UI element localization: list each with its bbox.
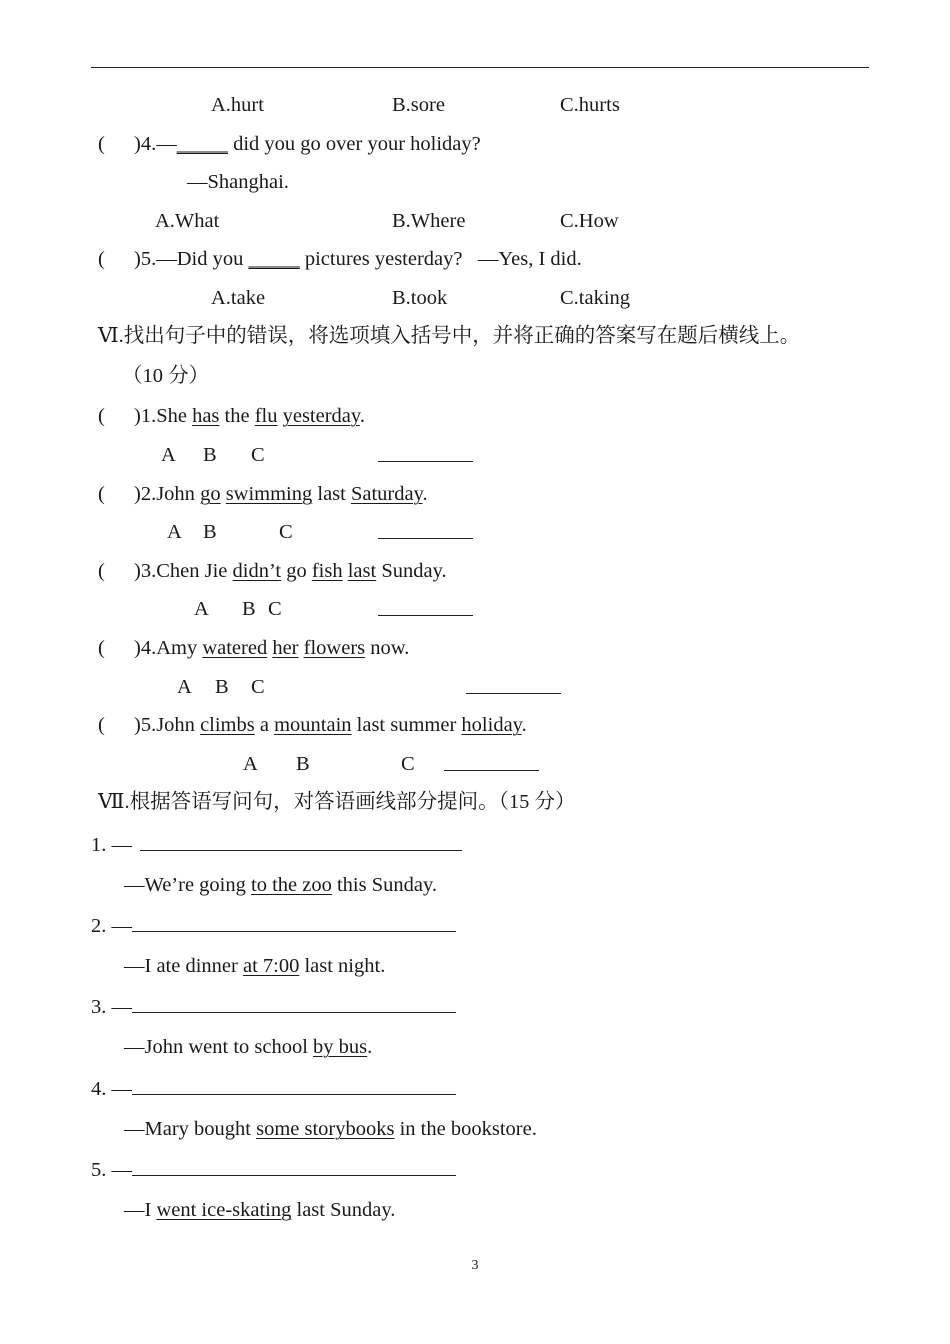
text: . [367, 1036, 373, 1058]
q5-blank: _____ [248, 248, 300, 270]
text: . [521, 714, 527, 736]
s6-q1-paren[interactable]: ( [98, 405, 105, 427]
s7-q3-number: 3. — [91, 996, 132, 1018]
s6-q5-letter-b: B [296, 753, 310, 775]
s6-q5-letter-a: A [243, 753, 258, 775]
text: . [422, 483, 428, 505]
underlined-a: didn’t [232, 560, 282, 582]
q4-option-c: C.How [560, 210, 619, 232]
underlined-c: holiday [461, 714, 522, 736]
underlined-b: her [272, 637, 299, 659]
s6-q2-letter-b: B [203, 521, 217, 543]
text: —We’re going [124, 874, 252, 896]
text: 1.She [140, 405, 193, 427]
section-6-score: （10 分） [122, 365, 210, 387]
paren-close: ) [134, 483, 141, 505]
s6-q3-answer-line[interactable] [378, 595, 473, 624]
s6-q4-letter-c: C [251, 676, 265, 698]
text: —John went to school [124, 1036, 314, 1058]
s7-q2-answer [124, 952, 385, 980]
s6-q3-letter-a: A [194, 598, 209, 620]
underlined-a: has [192, 405, 220, 427]
underlined-part: some storybooks [256, 1118, 395, 1140]
text: last summer [351, 714, 462, 736]
text: —Mary bought [124, 1118, 257, 1140]
underlined-a: go [200, 483, 221, 505]
text: last Sunday. [291, 1199, 396, 1221]
s7-q5-answer [124, 1196, 395, 1224]
text: Sunday. [376, 560, 447, 582]
text: 3.Chen Jie [140, 560, 233, 582]
s6-q2-sentence [134, 480, 428, 508]
s6-q1-letter-c: C [251, 444, 265, 466]
q5-question [134, 245, 582, 273]
underlined-part: by bus [313, 1036, 368, 1058]
underlined-c: last [347, 560, 377, 582]
underlined-c: flowers [303, 637, 366, 659]
q4-rest: did you go over your holiday? [227, 133, 481, 155]
s6-q3-sentence [134, 557, 447, 585]
underlined-c: Saturday [350, 483, 423, 505]
text: —I ate dinner [124, 955, 243, 977]
s6-q3-paren[interactable]: ( [98, 560, 105, 582]
underlined-b: flu [254, 405, 278, 427]
q4-answer: —Shanghai. [187, 171, 289, 193]
underlined-part: to the zoo [251, 874, 332, 896]
paren-close: ) [134, 405, 141, 427]
underlined-a: climbs [200, 714, 255, 736]
s7-q4-blank[interactable] [132, 1074, 456, 1095]
s6-q2-letter-a: A [167, 521, 182, 543]
text: a [254, 714, 275, 736]
q4-option-b: B.Where [392, 210, 466, 232]
s7-q1-answer [124, 871, 437, 899]
s6-q4-paren[interactable]: ( [98, 637, 105, 659]
text: go [281, 560, 312, 582]
s6-q4-sentence [134, 634, 409, 662]
q5-answer-paren[interactable]: ( [98, 248, 105, 270]
s6-q4-letter-b: B [215, 676, 229, 698]
q5-prefix: 5.—Did you [140, 248, 249, 270]
s7-q4-question [91, 1074, 456, 1103]
q4-prefix: 4.— [140, 133, 177, 155]
q4-answer-paren[interactable]: ( [98, 133, 105, 155]
s6-q3-letter-b: B [242, 598, 256, 620]
s6-q1-answer-line[interactable] [378, 441, 473, 470]
s6-q2-answer-line[interactable] [378, 518, 473, 547]
s6-q2-letter-c: C [279, 521, 293, 543]
s7-q4-answer [124, 1115, 537, 1143]
text: the [219, 405, 255, 427]
underlined-a: watered [202, 637, 268, 659]
s7-q2-question [91, 911, 456, 940]
paren-close: ) [134, 637, 141, 659]
s7-q3-answer [124, 1033, 372, 1061]
text: 2.John [140, 483, 201, 505]
paren-close: ) [134, 560, 141, 582]
s6-q5-letter-c: C [401, 753, 415, 775]
q5-option-a: A.take [211, 287, 266, 309]
s6-q4-answer-line[interactable] [466, 673, 561, 702]
s7-q4-number: 4. — [91, 1078, 132, 1100]
s7-q1-number: 1. — [91, 834, 132, 856]
text: last night. [299, 955, 386, 977]
s6-q1-sentence [134, 402, 365, 430]
s6-q5-answer-line[interactable] [444, 750, 539, 779]
text: now. [365, 637, 410, 659]
q4-option-a: A.What [155, 210, 220, 232]
q5-option-c: C.taking [560, 287, 631, 309]
s7-q3-question [91, 992, 456, 1021]
paren-close: ) [134, 714, 141, 736]
s6-q1-letter-a: A [161, 444, 176, 466]
s7-q1-blank[interactable] [140, 830, 462, 851]
s7-q2-blank[interactable] [132, 911, 456, 932]
q4-paren-close: ) [134, 133, 141, 155]
q5-rest: pictures yesterday? —Yes, I did. [299, 248, 582, 270]
q5-paren-close: ) [134, 248, 141, 270]
s6-q3-letter-c: C [268, 598, 282, 620]
s7-q2-number: 2. — [91, 915, 132, 937]
q3-option-b: B.sore [392, 94, 445, 116]
q5-option-b: B.took [392, 287, 448, 309]
q3-option-c: C.hurts [560, 94, 620, 116]
s6-q5-paren[interactable]: ( [98, 714, 105, 736]
s7-q5-number: 5. — [91, 1159, 132, 1181]
underlined-b: fish [311, 560, 343, 582]
s6-q4-letter-a: A [177, 676, 192, 698]
underlined-part: at 7:00 [242, 955, 300, 977]
q4-blank: _____ [176, 133, 228, 155]
s6-q1-letter-b: B [203, 444, 217, 466]
s7-q5-blank[interactable] [132, 1155, 456, 1176]
underlined-b: mountain [274, 714, 352, 736]
underlined-part: went ice-skating [156, 1199, 292, 1221]
underlined-c: yesterday [282, 405, 360, 427]
section-6-heading: Ⅵ.找出句子中的错误，将选项填入括号中，并将正确的答案写在题后横线上。 [98, 325, 801, 347]
text: this Sunday. [331, 874, 438, 896]
s7-q1-question [91, 830, 462, 859]
s7-q3-blank[interactable] [132, 992, 456, 1013]
text: last [312, 483, 351, 505]
text: in the bookstore. [394, 1118, 537, 1140]
underlined-b: swimming [225, 483, 313, 505]
s6-q5-sentence [134, 711, 527, 739]
s6-q2-paren[interactable]: ( [98, 483, 105, 505]
text: 4.Amy [140, 637, 203, 659]
page-number: 3 [471, 1258, 479, 1273]
section-7-heading: Ⅶ.根据答语写问句，对答语画线部分提问。（15 分） [98, 791, 576, 813]
text: —I [124, 1199, 157, 1221]
header-rule [91, 67, 869, 68]
q4-question [134, 130, 481, 158]
q3-option-a: A.hurt [211, 94, 264, 116]
text: . [359, 405, 365, 427]
text: 5.John [140, 714, 201, 736]
s7-q5-question [91, 1155, 456, 1184]
